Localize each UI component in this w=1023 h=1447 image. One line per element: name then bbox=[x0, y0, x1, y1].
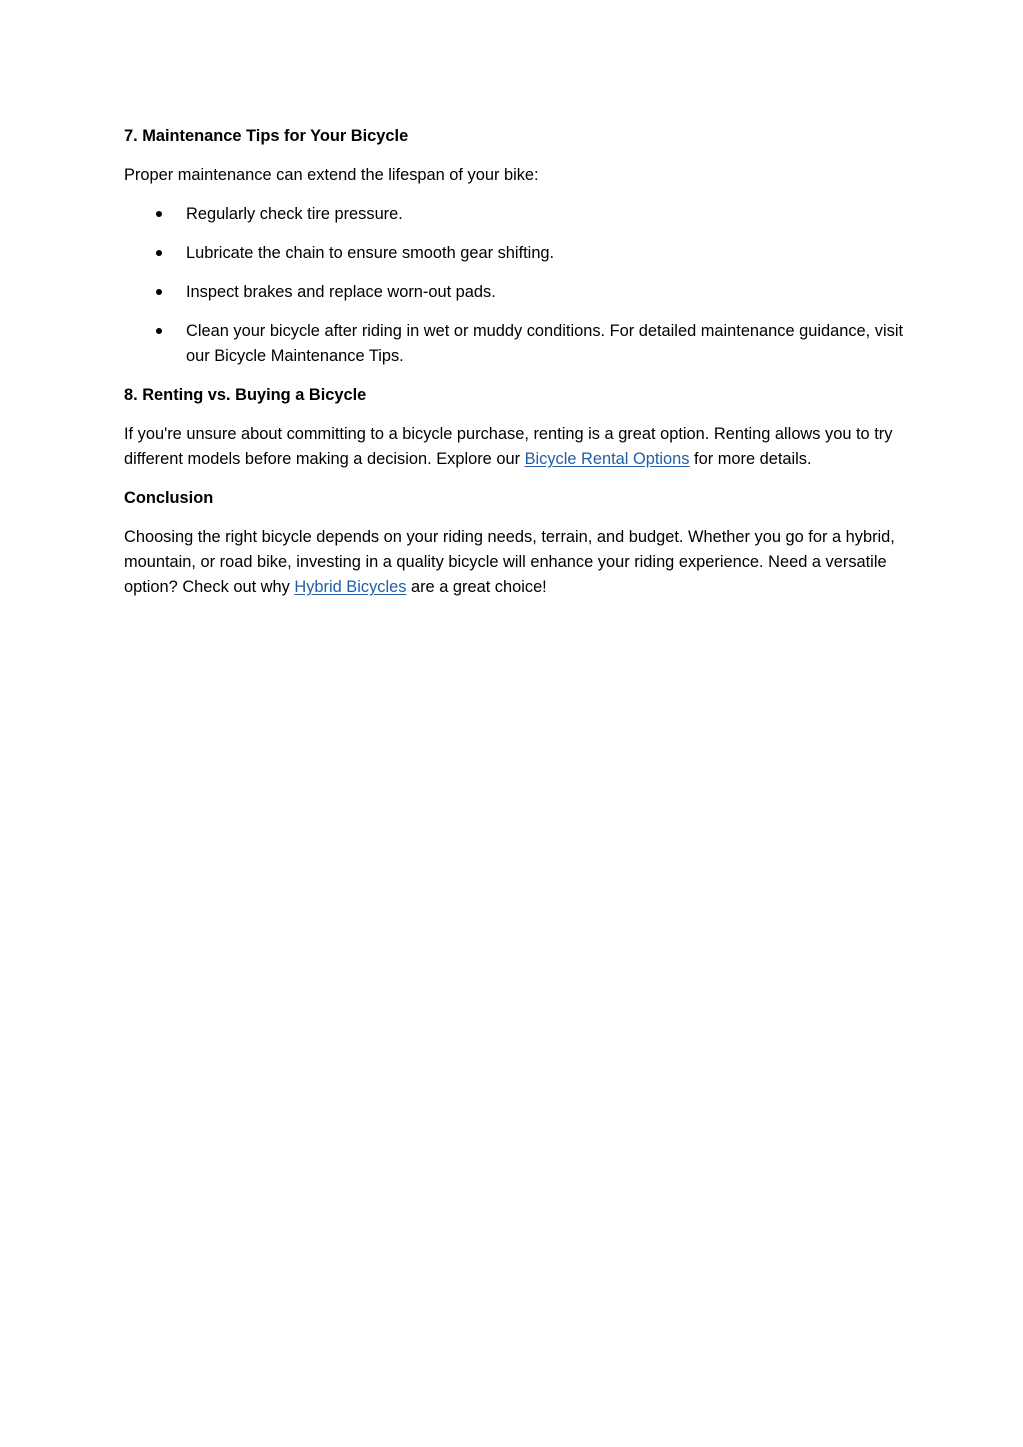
section-8-heading: 8. Renting vs. Buying a Bicycle bbox=[124, 386, 367, 404]
bicycle-rental-options-link[interactable]: Bicycle Rental Options bbox=[524, 450, 690, 468]
bullet-icon bbox=[156, 289, 162, 295]
list-item bbox=[124, 280, 904, 305]
bullet-icon bbox=[156, 250, 162, 256]
list-item-text: Lubricate the chain to ensure smooth gear shifting. bbox=[186, 244, 555, 262]
document-page bbox=[124, 124, 904, 600]
conclusion-text-end: are a great choice! bbox=[406, 578, 547, 596]
section-7-intro: Proper maintenance can extend the lifespan of your bike: bbox=[124, 166, 539, 184]
section-7-heading: 7. Maintenance Tips for Your Bicycle bbox=[124, 127, 409, 145]
list-item-text: Clean your bicycle after riding in wet or muddy conditions. For detailed maintenance guidance, visit our Bicycle Maintenance Tips. bbox=[186, 322, 904, 365]
maintenance-tips-list bbox=[124, 202, 904, 369]
list-item bbox=[124, 241, 904, 266]
list-item bbox=[124, 319, 904, 369]
list-item bbox=[124, 202, 904, 227]
section-8-paragraph bbox=[124, 422, 904, 472]
section-8-text-start: If you're unsure about committing to a bicycle purchase, renting is a great option. Renting allows you to try different models before making a decision. Explore our bbox=[124, 425, 893, 468]
section-8-text-end: for more details. bbox=[689, 450, 812, 468]
list-item-text: Inspect brakes and replace worn-out pads. bbox=[186, 283, 496, 301]
conclusion-paragraph bbox=[124, 525, 904, 600]
hybrid-bicycles-link[interactable]: Hybrid Bicycles bbox=[294, 578, 407, 596]
conclusion-text-start: Choosing the right bicycle depends on your riding needs, terrain, and budget. Whether you go for a hybrid, mountain, or road bike, investing in a quality bicycle will enhance your riding experience. Need a versatile option? Check out why bbox=[124, 528, 895, 596]
bullet-icon bbox=[156, 328, 162, 334]
list-item-text: Regularly check tire pressure. bbox=[186, 205, 403, 223]
bullet-icon bbox=[156, 211, 162, 217]
conclusion-heading: Conclusion bbox=[124, 489, 214, 507]
